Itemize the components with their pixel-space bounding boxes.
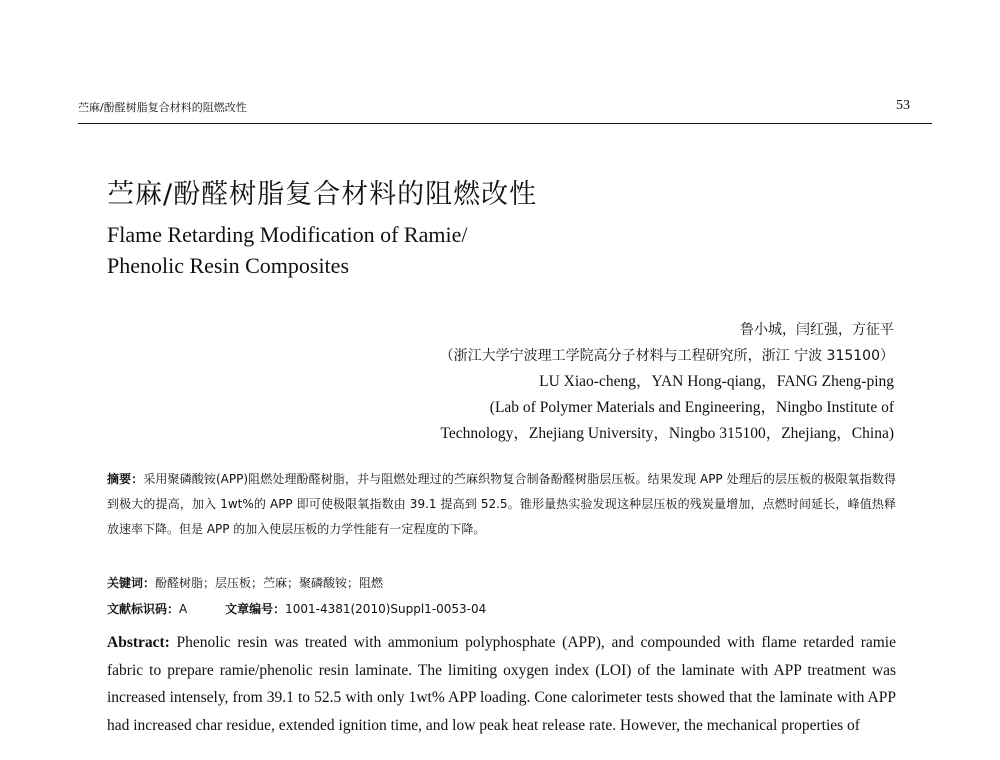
title-english-line-1: Flame Retarding Modification of Ramie/ [107,222,468,247]
title-chinese: 苎麻/酚醛树脂复合材料的阻燃改性 [107,179,538,210]
keywords-line [107,574,383,591]
abstract-chinese-label: 摘要： [107,472,144,486]
affiliation-english-line-1: (Lab of Polymer Materials and Engineering，Ningbo Institute of [489,399,894,416]
classification-label: 文献标识码： [107,602,180,616]
authors-block [194,317,894,447]
classification-value: A [179,602,188,616]
affiliation-chinese: （浙江大学宁波理工学院高分子材料与工程研究所，浙江 宁波 315100） [439,348,894,364]
title-english [107,219,467,281]
doc-id-value: 1001-4381(2010)Suppl1-0053-04 [285,602,487,616]
abstract-chinese [107,467,896,542]
abstract-english-label: Abstract: [107,634,170,651]
page-number: 53 [896,98,910,113]
running-head [78,99,932,115]
keywords-label: 关键词： [107,576,156,590]
abstract-chinese-text: 采用聚磷酸铵(APP)阻燃处理酚醛树脂，并与阻燃处理过的苎麻织物复合制备酚醛树脂层压板。结果发现 APP 处理后的层压板的极限氧指数得到极大的提高，加入 1wt%的 APP 即可使极限氧指数由 39.1 提高到 52.5。锥形量热实验发现这种层压板的残炭量增加，点燃时间延长，峰值热释放速率下降。但是 APP 的加入使层压板的力学性能有一定程度的下降。 [107,472,896,536]
running-head-title: 苎麻/酚醛树脂复合材料的阻燃改性 [78,101,247,114]
title-english-line-2: Phenolic Resin Composites [107,253,349,278]
classification-line [107,600,486,617]
keywords-text: 酚醛树脂；层压板；苎麻；聚磷酸铵；阻燃 [155,576,384,590]
abstract-english [107,629,896,739]
author-names-chinese: 鲁小城，闫红强，方征平 [740,322,894,338]
affiliation-english-line-2: Technology，Zhejiang University，Ningbo 315100，Zhejiang，China) [440,425,894,442]
doc-id-label: 文章编号： [225,602,286,616]
abstract-english-text: Phenolic resin was treated with ammonium polyphosphate (APP), and compounded with flame retarded ramie fabric to prepare ramie/phenolic resin laminate. The limiting oxygen index (LOI) of the laminate with APP treatment was increased intensely, from 39.1 to 52.5 with only 1wt% APP loading. Cone calorimeter tests showed that the laminate with APP had increased char residue, extended ignition time, and low peak heat release rate. However, the mechanical properties of [107,634,896,734]
author-names-english: LU Xiao-cheng，YAN Hong-qiang，FANG Zheng-ping [539,373,894,390]
header-rule [78,123,932,124]
